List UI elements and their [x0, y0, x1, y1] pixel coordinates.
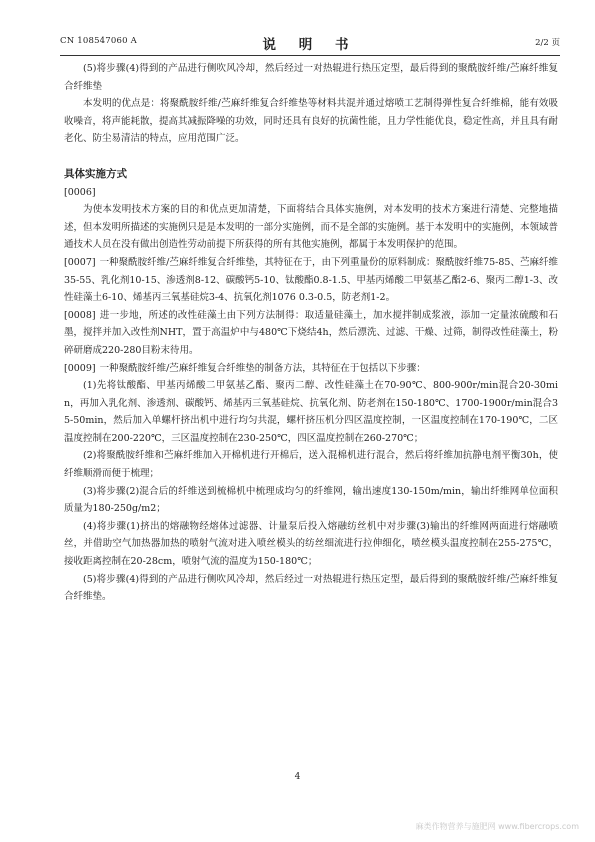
header-rule — [60, 55, 560, 56]
step-3: (3)将步骤(2)混合后的纤维送到梳棉机中梳理成均匀的纤维网，输出速度130-150m/min，输出纤维网单位面积质量为180-250g/m2； — [64, 485, 558, 515]
step-4: (4)将步骤(1)挤出的熔融物经熔体过滤器、计量泵后投入熔融纺丝机中对步骤(3)输出的纤维网两面进行熔融喷丝，并借助空气加热器加热的喷射气流对进入喷丝模头的纺丝细流进行拉伸细化，喷丝模头温度控制在255-275℃，接收距离控制在20-28cm，喷射气流的温度为150-180℃； — [64, 520, 558, 568]
paragraph-number: [0009] — [64, 362, 96, 374]
section-heading: 具体实施方式 — [64, 167, 127, 180]
paragraph-text: 进一步地，所述的改性硅藻土由下列方法制得：取适量硅藻土，加水搅拌制成浆液，添加一定量浓硫酸和石墨，搅拌并加入改性剂NHT，置于高温炉中与480℃下烧结4h，然后漂洗、过滤、干燥、过筛，制得改性硅藻土，粉碎研磨成220-280目粉末待用。 — [64, 309, 558, 356]
paragraph-0007 — [64, 254, 558, 307]
section-gap — [64, 148, 558, 166]
paragraph-0008 — [64, 307, 558, 360]
step-1: (1)先将钛酸酯、甲基丙烯酸二甲氨基乙酯、聚丙二醇、改性硅藻土在70-90℃、800-900r/min混合20-30min，再加入乳化剂、渗透剂、碳酸钙、烯基丙三氧基硅烷、抗氧化剂、防老剂在150-180℃、1700-1900r/min混合35-50min，然后加入单螺杆挤出机中进行均匀共混，螺杆挤压机分四区温度控制，一区温度控制在170-190℃，二区温度控制在200-220℃，三区温度控制在230-250℃，四区温度控制在260-270℃； — [64, 380, 558, 444]
paragraph-text: 一种聚酰胺纤维/苎麻纤维复合纤维垫，其特征在于，由下列重量份的原料制成：聚酰胺纤维75-85、苎麻纤维35-55、乳化剂10-15、渗透剂8-12、碳酸钙5-10、钛酸酯0.8-1.5、甲基丙烯酸二甲氨基乙酯2-6、聚丙二醇1-3、改性硅藻土6-10、烯基丙三氧基硅烷3-4、抗氧化剂1076 0.3-0.5，防老剂1-2。 — [64, 256, 558, 304]
paragraph-0009 — [64, 360, 558, 378]
publication-number: CN 108547060 A — [60, 36, 137, 46]
paragraph-number: [0007] — [64, 256, 96, 268]
paragraph-number: [0008] — [64, 309, 96, 321]
paragraph-0006: 为使本发明技术方案的目的和优点更加清楚，下面将结合具体实施例，对本发明的技术方案进行清楚、完整地描述，但本发明所描述的实施例只是是本发明的一部分实施例，而不是全部的实施例。基于本发明中的实施例，本领域普通技术人员在没有做出创造性劳动前提下所获得的所有其他实施例，都属于本发明保护的范围。 — [64, 204, 559, 251]
page-number: 4 — [294, 772, 301, 782]
paragraph-number-0006: [0006] — [64, 186, 96, 198]
page-indicator: 2/2 页 — [535, 38, 560, 48]
advantages-paragraph: 本发明的优点是：将聚酰胺纤维/苎麻纤维复合纤维垫等材料共混并通过熔喷工艺制得弹性复合纤维棉，能有效吸收噪音，将声能耗散，提高其减振降噪的功效，同时还具有良好的抗菌性能，且力学性能优良，稳定性高，并且具有耐老化、防尘易清洁的特点，应用范围广泛。 — [64, 98, 559, 145]
step-2: (2)将聚酰胺纤维和苎麻纤维加入开棉机进行开棉后，送入混棉机进行混合，然后将纤维加抗静电剂平衡30h，使纤维顺滑而便于梳理； — [64, 450, 558, 480]
page-header — [60, 34, 560, 53]
document-title: 说 明 书 — [262, 37, 358, 53]
paragraph-text: 一种聚酰胺纤维/苎麻纤维复合纤维垫的制备方法，其特征在于包括以下步骤： — [99, 362, 426, 374]
document-body — [64, 60, 558, 606]
step-5: (5)将步骤(4)得到的产品进行侧吹风冷却，然后经过一对热辊进行热压定型，最后得到的聚酰胺纤维/苎麻纤维复合纤维垫。 — [64, 573, 558, 603]
site-watermark: 麻类作物营养与施肥网 www.fibercrops.com — [415, 822, 579, 831]
intro-step-5: (5)将步骤(4)得到的产品进行侧吹风冷却，然后经过一对热辊进行热压定型，最后得到的聚酰胺纤维/苎麻纤维复合纤维垫 — [64, 63, 558, 92]
